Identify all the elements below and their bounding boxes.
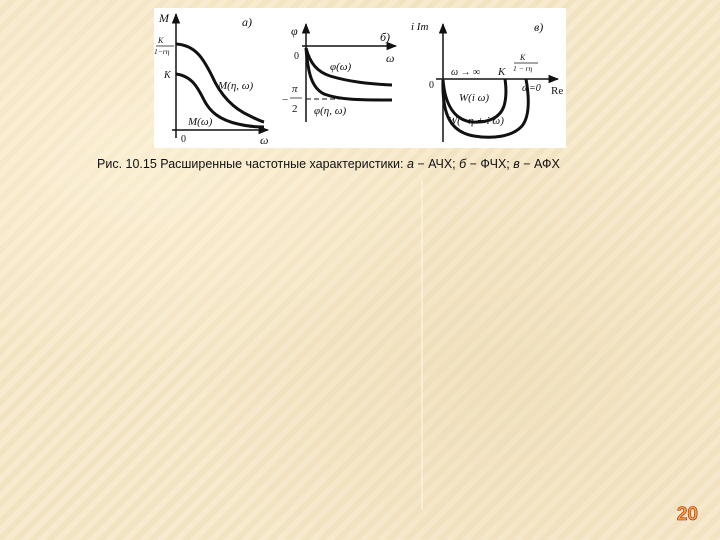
panel-c-tag: в) — [534, 20, 544, 34]
panel-c-origin: 0 — [429, 80, 434, 91]
caption-letter-a: а — [406, 157, 414, 171]
panel-c-curve-outer-label: W(−η + i ω) — [448, 115, 504, 127]
panel-b-level-numerator: π — [292, 83, 298, 95]
panel-b-curve-lower — [306, 48, 395, 100]
frequency-characteristics-figure — [154, 8, 566, 148]
panel-a-amplitude — [154, 11, 268, 147]
caption-prefix: Рис. 10.15 Расширенные частотные характеристики: — [97, 157, 407, 171]
panel-b-y-label: φ — [291, 24, 298, 38]
panel-a-origin: 0 — [181, 134, 186, 145]
panel-c-frac-denominator: 1 − rη — [513, 64, 533, 73]
panel-c-x-label: Re — [551, 85, 564, 97]
caption-text-b: − ФЧХ; — [466, 157, 514, 171]
panel-c-nyquist — [411, 20, 563, 142]
panel-b-x-label: ω — [386, 51, 395, 65]
panel-c-point-k: K — [498, 66, 506, 78]
panel-c-curve-inner-label: W(i ω) — [459, 92, 490, 104]
panel-b-level-denominator: 2 — [292, 103, 298, 115]
figure-caption — [97, 157, 657, 171]
panel-a-y-label: M — [159, 11, 169, 25]
panel-b-curve-lower-label: φ(η, ω) — [314, 105, 347, 117]
caption-text-c: − АФХ — [519, 157, 560, 171]
caption-letter-b: б — [459, 157, 467, 171]
panel-c-zero-label: ω=0 — [522, 83, 541, 94]
panel-a-curve-upper-label: M(η, ω) — [218, 80, 254, 92]
panel-b-tag: б) — [380, 30, 391, 44]
panel-a-x-label: ω — [260, 133, 269, 147]
background-seam — [421, 180, 423, 510]
panel-c-frac-numerator: K — [520, 53, 526, 62]
panel-b-origin: 0 — [294, 51, 299, 62]
caption-letter-c: в — [513, 157, 520, 171]
panel-a-tag: а) — [242, 15, 252, 29]
panel-a-curve-lower-label: M(ω) — [188, 116, 213, 128]
panel-c-limit-label: ω → ∞ — [451, 67, 481, 78]
caption-text-a: − АЧХ; — [413, 157, 460, 171]
panel-a-level-k: K — [164, 70, 171, 81]
panel-c-curve-outer — [443, 79, 528, 137]
panel-a-level-denominator: 1−rη — [154, 47, 170, 56]
page-number: 20 — [676, 504, 698, 525]
panel-a-level-numerator: K — [158, 36, 164, 45]
panel-b-level-sign: − — [282, 94, 289, 106]
panel-c-y-label: i Im — [411, 21, 429, 33]
panel-b-curve-upper-label: φ(ω) — [330, 61, 352, 73]
panel-b-phase — [282, 24, 396, 122]
